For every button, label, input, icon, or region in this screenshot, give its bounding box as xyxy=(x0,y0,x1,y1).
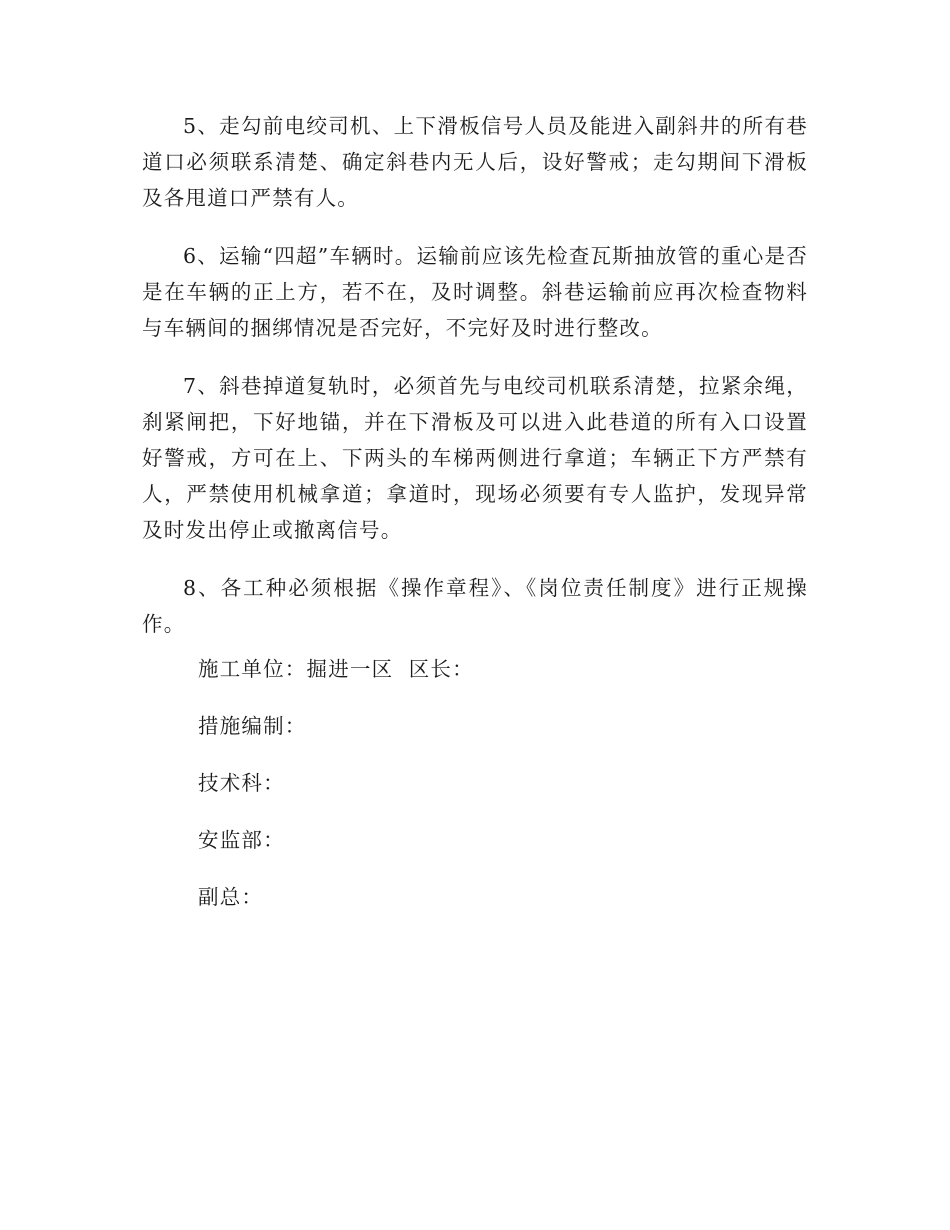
document-body xyxy=(142,108,808,664)
signature-construction-unit: 施工单位：掘进一区 区长： xyxy=(198,657,474,681)
signature-measure-compiler: 措施编制： xyxy=(198,714,307,738)
signature-block xyxy=(198,651,698,936)
paragraph-item-6: 6、运输“四超”车辆时。运输前应该先检查瓦斯抽放管的重心是否是在车辆的正上方，若不在，及时调整。斜巷运输前应再次检查物料与车辆间的捆绑情况是否完好，不完好及时进行整改。 xyxy=(142,244,808,340)
signature-safety-dept: 安监部： xyxy=(198,828,285,852)
paragraph-item-5: 5、走勾前电绞司机、上下滑板信号人员及能进入副斜井的所有巷道口必须联系清楚、确定斜巷内无人后，设好警戒；走勾期间下滑板及各甩道口严禁有人。 xyxy=(142,114,808,210)
signature-deputy-chief: 副总： xyxy=(198,885,264,909)
paragraph-item-7: 7、斜巷掉道复轨时，必须首先与电绞司机联系清楚，拉紧余绳，刹紧闸把，下好地锚，并在下滑板及可以进入此巷道的所有入口设置好警戒，方可在上、下两头的车梯两侧进行拿道；车辆正下方严禁有人，严禁使用机械拿道；拿道时，现场必须要有专人监护，发现异常及时发出停止或撤离信号。 xyxy=(142,374,808,542)
signature-technical-dept: 技术科： xyxy=(198,771,285,795)
paragraph-item-8: 8、各工种必须根据《操作章程》、《岗位责任制度》进行正规操作。 xyxy=(142,576,808,636)
